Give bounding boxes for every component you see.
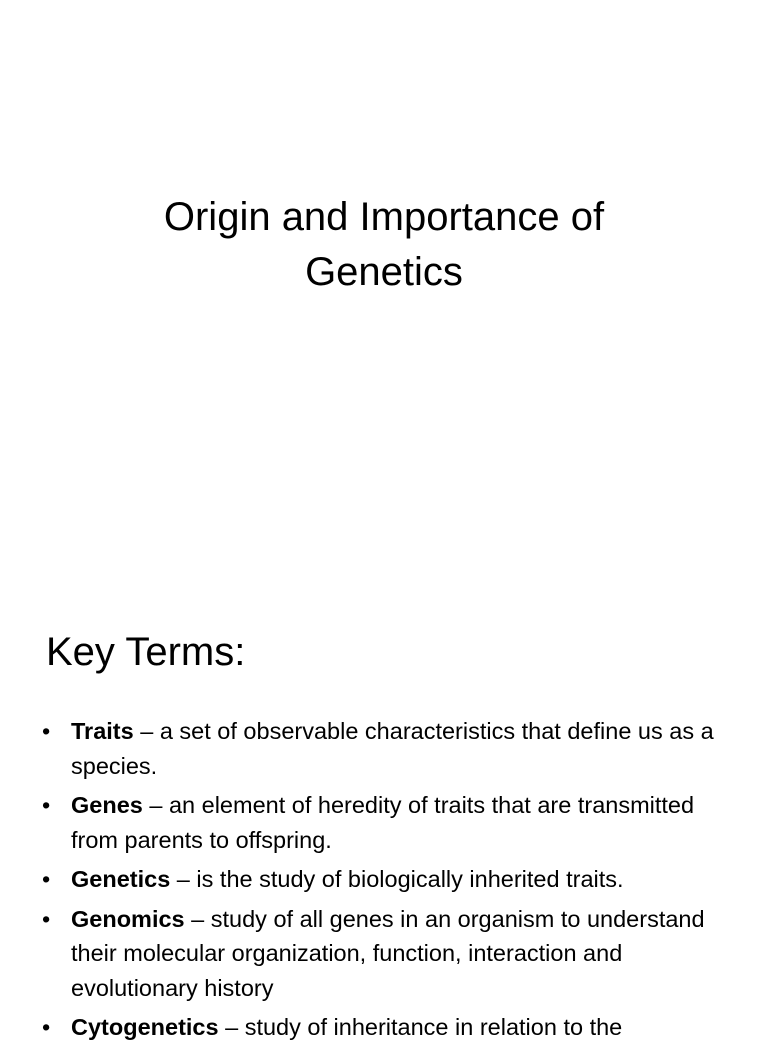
term-definition: – a set of observable characteristics that define us as a species. xyxy=(71,718,714,779)
bullet-icon: • xyxy=(42,866,51,892)
term-definition: – study of inheritance in relation to the xyxy=(218,1014,623,1040)
term-item-genes xyxy=(42,788,722,857)
term-item-genomics xyxy=(42,902,722,1006)
bullet-icon: • xyxy=(42,792,51,818)
term-name: Genes xyxy=(71,792,143,818)
term-name: Genomics xyxy=(71,905,185,932)
term-definition: – is the study of biologically inherited traits. xyxy=(170,866,624,892)
slide-title-line-1: Origin and Importance of xyxy=(163,195,605,239)
key-terms-heading: Key Terms: xyxy=(46,630,246,674)
key-terms-slide xyxy=(0,576,768,1040)
key-terms-list xyxy=(42,714,722,1050)
slide-title-line-2: Genetics xyxy=(305,250,463,294)
bullet-icon: • xyxy=(42,905,51,932)
term-item-cytogenetics xyxy=(42,1010,722,1045)
term-name: Cytogenetics xyxy=(71,1014,219,1040)
term-item-traits xyxy=(42,714,722,783)
bullet-icon: • xyxy=(42,718,51,744)
bullet-icon: • xyxy=(42,1014,51,1040)
term-name: Traits xyxy=(71,718,134,744)
term-item-genetics xyxy=(42,862,722,897)
term-definition: – study of all genes in an organism to understand their molecular organization, function, interaction and evolutionary history xyxy=(71,905,705,1001)
term-definition: – an element of heredity of traits that are transmitted from parents to offspring. xyxy=(71,792,695,853)
slide-title xyxy=(0,190,768,300)
term-name: Genetics xyxy=(71,866,171,892)
